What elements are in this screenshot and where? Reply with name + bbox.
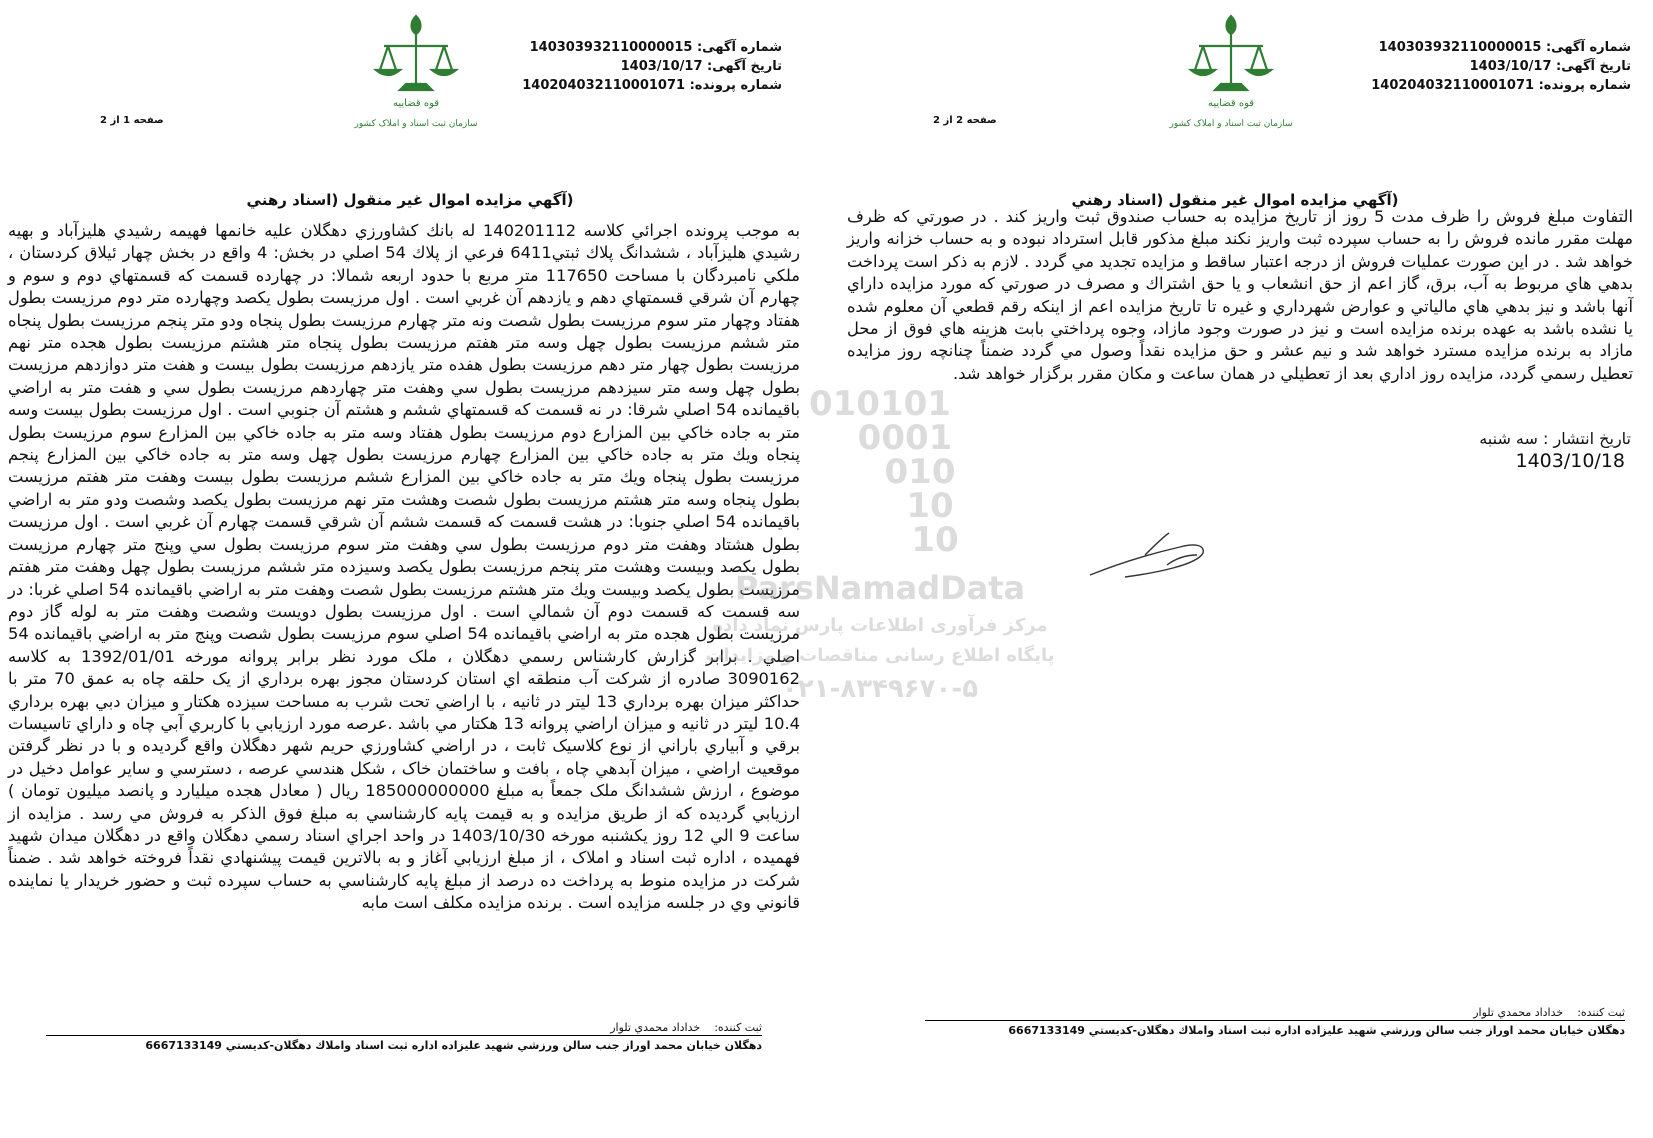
footer-address-row (145, 1039, 762, 1052)
svg-text:قوه قضاییه: قوه قضاییه (1207, 98, 1255, 109)
svg-text:ParsNamadData: ParsNamadData (734, 569, 1026, 607)
svg-text:010101: 010101 (809, 384, 951, 424)
svg-text:پایگاه اطلاع رسانی مناقصات و م: پایگاه اطلاع رسانی مناقصات و مزایدات (705, 645, 1055, 666)
case-number-row: شماره پرونده: 140204032110001071 (522, 78, 782, 93)
footer-address: دهگلان خيابان محمد اوراز جنب سالن ورزشي شهيد عليزاده اداره ثبت اسناد واملاك دهگلان-كديستي (225, 1039, 762, 1052)
document-page-2 (835, 0, 1653, 1138)
svg-text:قوه قضاییه: قوه قضاییه (392, 98, 440, 109)
registrar-row: ثبت كننده: خداداد محمدي تلوار (610, 1021, 762, 1034)
svg-text:۰۲۱-۸۳۴۹۶۷۰-۵: ۰۲۱-۸۳۴۹۶۷۰-۵ (781, 674, 979, 704)
header-info (522, 38, 782, 95)
ad-date: 1403/10/17 (1469, 59, 1552, 74)
ad-date-row: تاریخ آگهی: 1403/10/17 (1469, 59, 1631, 74)
registrar-name: خداداد محمدي تلوار (610, 1021, 701, 1034)
ad-number: 140303932110000015 (529, 40, 693, 55)
registrar-row: ثبت كننده: خداداد محمدي تلوار (1473, 1006, 1625, 1019)
document-title: (آگهي مزايده اموال غير منقول (اسناد رهني (1071, 191, 1399, 209)
publish-label: تاريخ انتشار : سه شنبه (1479, 429, 1631, 448)
signature-icon (1085, 525, 1215, 595)
ad-number-row: شماره آگهی: 140303932110000015 (1378, 40, 1631, 55)
svg-text:0001: 0001 (857, 418, 953, 458)
publish-date-row (1479, 428, 1631, 473)
document-body: به موجب پرونده اجرائي كلاسه 140201112 له بانك كشاورزي دهگلان عليه خانمها فهيمه رشيدي هليزآباد و بهيه رشيدي هليزآباد ، ششدانگ پلاك ثبتي6411 فرعي از پلاك 54 اصلي در بخش: 4 واقع در بخش چهار ئيلاق كردستان ، ملكي نامبردگان با مساحت 117650 متر مربع با حدود اربعه شمالا: در چهارده قسمت كه قسمتهاي دوم و سوم و چهارم آن شرقي قسمتهاي دهم و يازدهم آن غربي است . اول مرزيست بطول يكصد وچهارده متر دوم مرزيست بطول هفتاد وچهار متر سوم مرزيست بطول شصت ونه متر چهارم مرزيست بطول پنجاه ودو متر پنجم مرزيست بطول پنجاه متر ششم مرزيست بطول چهل وسه متر هفتم مرزيست بطول پنجاه متر هشتم مرزيست بطول هجده متر نهم مرزيست بطول چهار متر دهم مرزيست بطول هفده متر يازدهم مرزيست بطول بيست و هفت متر دوازدهم مرزيست بطول چهل وسه متر سيزدهم مرزيست بطول سي وهفت متر چهاردهم مرزيست بطول سي و هفت متر به اراضي باقيمانده 54 اصلي شرقا: در نه قسمت كه قسمتهاي ششم و هشتم آن جنوبي است . اول مرزيست بطول بيست وسه متر به جاده خاكي بين المزارع دوم مرزيست بطول هفتاد وسه متر به جاده خاكي بين المزارع سوم مرزيست بطول پنجاه ويك متر به جاده خاكي بين المزارع چهارم مرزيست بطول چهل وسه متر به جاده خاكي بين المزارع پنجم مرزيست بطول پنجاه ويك متر به جاده خاكي بين المزارع ششم مرزيست بطول بيست وهفت متر هفتم مرزيست بطول پنجاه وسه متر هشتم مرزيست بطول شصت وهشت متر نهم مرزيست بطول يكصد وشصت ودو متر به اراضي باقيمانده 54 اصلي جنوبا: در هشت قسمت كه قسمت ششم آن شرقي قسمت چهارم آن غربي است . اول مرزيست بطول هشتاد وهفت متر دوم مرزيست بطول سي وهفت متر سوم مرزيست بطول سي وپنج متر چهارم مرزيست بطول يكصد وبيست وهشت متر پنجم مرزيست بطول يكصد وسيزده متر ششم مرزيست بطول چهل وهفت متر هفتم مرزيست بطول يكصد وبيست ويك متر هشتم مرزيست بطول شصت وهفت متر به اراضي باقيمانده 54 اصلي غربا: در سه قسمت كه قسمت دوم آن شمالي است . اول مرزيست بطول دويست وشصت وهفت متر به لوله گاز دوم مرزيست بطول هجده متر به اراضي باقيمانده 54 اصلي سوم مرزيست بطول شصت وپنج متر به اراضي باقيمانده 54 اصلي . برابر گزارش كارشناس رسمي دهگلان ، ملک مورد نظر برابر پروانه مورخه 1392/01/01 به كلاسه 3090162 صادره از شركت آب منطقه اي استان كردستان مجوز بهره برداري از يک حلقه چاه به عمق 70 متر با حداكثر ميزان بهره برداري 13 ليتر در ثانيه ، با اراضي تحت شرب به مساحت سيزده هكتار و ميزان دبي بهره برداري 10.4 ليتر در ثانيه و ميزان اراضي پروانه 13 هكتار مي باشد .عرصه مورد ارزيابي با كاربري آبي چاه و داراي تاسيسات برقي و آبياري باراني از نوع كلاسيک ثابت ، در اراضي كشاورزي حريم شهر دهگلان واقع گرديده و با در نظر گرفتن موقعيت اراضي ، ميزان آبدهي چاه ، بافت و ساختمان خاک ، شكل هندسي عرصه ، دسترسي و ساير عوامل دخيل در موضوع ، ارزش ششدانگ ملک جمعاً به مبلغ 185000000000 ريال ( معادل هجده ميليارد و پانصد ميليون تومان ) ارزيابي گرديده كه از طريق مزايده و به قيمت پايه كارشناسي به مبلغ فوق الذكر به فروش مي رسد . مزايده از ساعت 9 الي 12 روز يكشنبه مورخه 1403/10/30 در واحد اجراي اسناد رسمي دهگلان واقع در دهگلان ميدان شهيد فهميده ، اداره ثبت اسناد و املاک ، از مبلغ ارزيابي آغاز و به بالاترين قيمت پيشنهادي نقداً فروخته خواهد شد . ضمناً شركت در مزايده منوط به پرداخت ده درصد از مبلغ پايه كارشناسي به حساب سپرده ثبت و حضور خريدار يا نماينده قانوني وي در جلسه مزايده است . برنده مزايده مكلف است مابه (8, 221, 801, 913)
judiciary-emblem-icon (1169, 8, 1293, 138)
case-number: 140204032110001071 (522, 78, 686, 93)
document-page-1 (0, 0, 820, 1138)
page-number: صفحه 1 از 2 (100, 115, 164, 126)
svg-text:010: 010 (884, 452, 956, 492)
footer-phone: 6667133149 (1008, 1024, 1085, 1037)
svg-text:مرکز فرآوری اطلاعات پارس نماد: مرکز فرآوری اطلاعات پارس نماد داده (712, 615, 1048, 636)
publish-date: 1403/10/18 (1515, 450, 1625, 472)
svg-text:10: 10 (911, 520, 959, 560)
document-body: التفاوت مبلغ فروش را ظرف مدت 5 روز از تاريخ مزايده به حساب صندوق ثبت واريز كند . در صورتي كه ظرف مهلت مقرر مانده فروش را به حساب سپرده ثبت واريز نكند مبلغ مذكور قابل استرداد نبوده و به حساب خزانه واريز خواهد شد . در اين صورت عمليات فروش از درجه اعتبار ساقط و مزايده تجديد مي گردد . لازم به ذكر است پرداخت بدهي هاي مربوط به آب، برق، گاز اعم از حق انشعاب و يا حق اشتراك و مصرف در صورتي كه مورد مزايده داراي آنها باشد و نيز بدهي هاي مالياتي و عوارض شهرداري و غيره تا تاريخ مزايده اعم از اينكه رقم قطعي آن معلوم شده يا نشده باشد به عهده برنده مزايده است و نيز در صورت وجود مازاد، وجوه پرداختي بابت هزينه هاي فوق از محل مازاد به برنده مزايده مسترد خواهد شد و نيم عشر و حق مزايده نقداً وصول مي گردد ضمناً چنانچه روز مزايده تعطيل رسمي گردد، مزايده روز اداري بعد از تعطيلي در همان ساعت و مكان مقرر برگزار خواهد شد. (847, 207, 1633, 383)
svg-text:سازمان ثبت اسناد و املاک کشور: سازمان ثبت اسناد و املاک کشور (1169, 119, 1293, 129)
footer-phone: 6667133149 (145, 1039, 222, 1052)
footer-address-row (1008, 1024, 1625, 1037)
registrar-name: خداداد محمدي تلوار (1473, 1006, 1564, 1019)
case-number-row: شماره پرونده: 140204032110001071 (1371, 78, 1631, 93)
case-number: 140204032110001071 (1371, 78, 1535, 93)
ad-date: 1403/10/17 (620, 59, 703, 74)
page-number: صفحه 2 از 2 (933, 115, 997, 126)
ad-number-row: شماره آگهی: 140303932110000015 (529, 40, 782, 55)
ad-number: 140303932110000015 (1378, 40, 1542, 55)
svg-text:10: 10 (906, 486, 954, 526)
footer-address: دهگلان خيابان محمد اوراز جنب سالن ورزشي شهيد عليزاده اداره ثبت اسناد واملاك دهگلان-كديستي (1088, 1024, 1625, 1037)
ad-date-row: تاریخ آگهی: 1403/10/17 (620, 59, 782, 74)
page-footer (925, 1006, 1625, 1046)
page-footer (46, 1021, 762, 1061)
footer-divider (925, 1020, 1625, 1021)
document-title: (آگهي مزايده اموال غير منقول (اسناد رهني (246, 191, 574, 209)
header-info (1371, 38, 1631, 95)
judiciary-emblem-icon (354, 8, 478, 138)
svg-text:سازمان ثبت اسناد و املاک کشور: سازمان ثبت اسناد و املاک کشور (354, 119, 478, 129)
footer-divider (46, 1035, 762, 1036)
